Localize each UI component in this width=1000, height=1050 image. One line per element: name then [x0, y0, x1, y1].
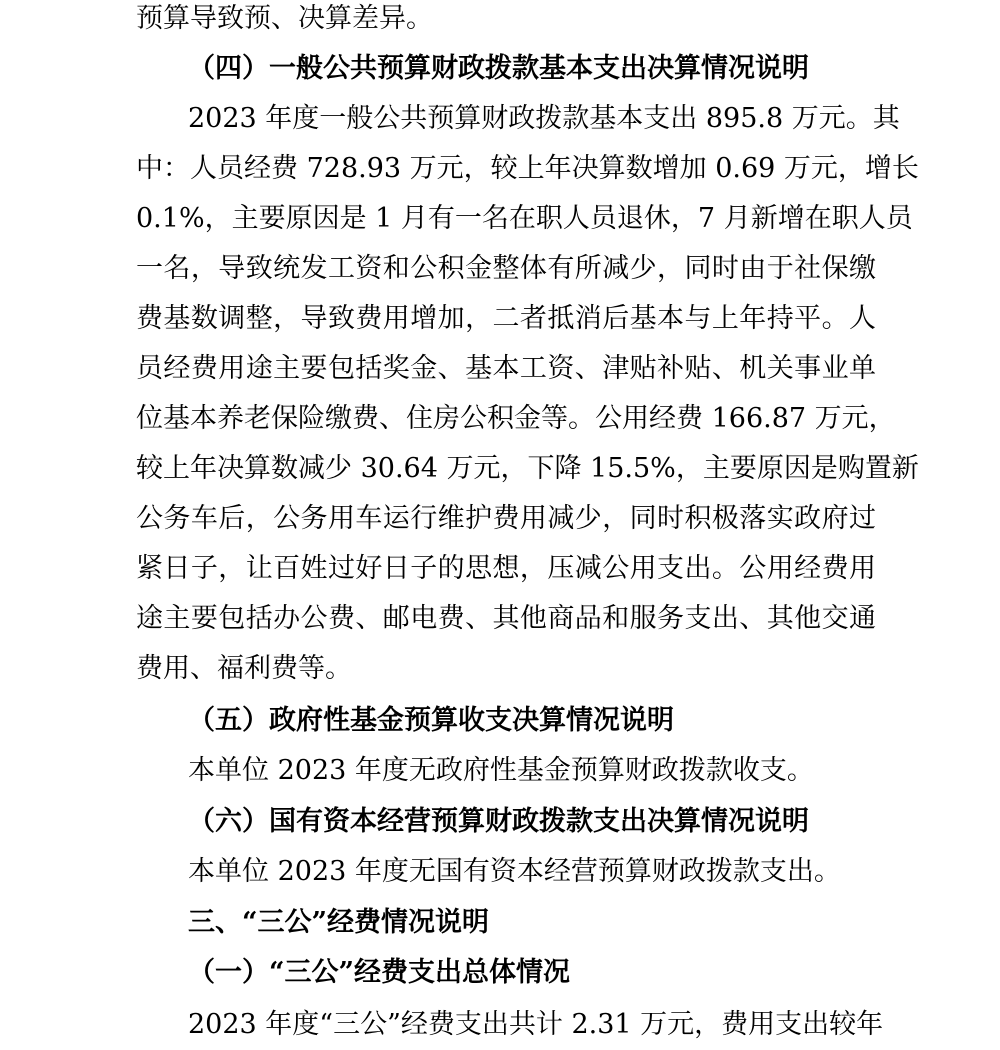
- paragraph-line: 2023 年度一般公共预算财政拨款基本支出 895.8 万元。其: [188, 103, 900, 134]
- paragraph-line: 紧日子，让百姓过好日子的思想，压减公用支出。公用经费用: [136, 553, 876, 584]
- paragraph-line: 中：人员经费 728.93 万元，较上年决算数增加 0.69 万元，增长: [136, 153, 919, 184]
- paragraph-line: 费基数调整，导致费用增加，二者抵消后基本与上年持平。人: [136, 303, 876, 334]
- section-heading-6: （六）国有资本经营预算财政拨款支出决算情况说明: [188, 806, 809, 837]
- paragraph-line: 公务车后，公务用车运行维护费用减少，同时积极落实政府过: [136, 503, 876, 534]
- section-heading-4: （四）一般公共预算财政拨款基本支出决算情况说明: [188, 53, 809, 84]
- paragraph-line: 途主要包括办公费、邮电费、其他商品和服务支出、其他交通: [136, 603, 876, 634]
- section-heading-5: （五）政府性基金预算收支决算情况说明: [188, 705, 674, 736]
- paragraph-line: 2023 年度“三公”经费支出共计 2.31 万元，费用支出较年: [188, 1009, 884, 1040]
- section-heading-3-1: （一）“三公”经费支出总体情况: [188, 957, 571, 988]
- paragraph-line: 费用、福利费等。: [136, 653, 352, 684]
- paragraph-line: 0.1%，主要原因是 1 月有一名在职人员退休，7 月新增在职人员: [136, 203, 913, 234]
- paragraph-line: 较上年决算数减少 30.64 万元，下降 15.5%，主要原因是购置新: [136, 453, 919, 484]
- paragraph-line: 预算导致预、决算差异。: [136, 3, 433, 34]
- paragraph-line: 本单位 2023 年度无国有资本经营预算财政拨款支出。: [188, 856, 841, 887]
- paragraph-line: 员经费用途主要包括奖金、基本工资、津贴补贴、机关事业单: [136, 353, 876, 384]
- paragraph-line: 本单位 2023 年度无政府性基金预算财政拨款收支。: [188, 755, 814, 786]
- paragraph-line: 位基本养老保险缴费、住房公积金等。公用经费 166.87 万元，: [136, 403, 896, 434]
- paragraph-line: 一名，导致统发工资和公积金整体有所减少，同时由于社保缴: [136, 253, 876, 284]
- chapter-heading-3: 三、“三公”经费情况说明: [188, 907, 490, 938]
